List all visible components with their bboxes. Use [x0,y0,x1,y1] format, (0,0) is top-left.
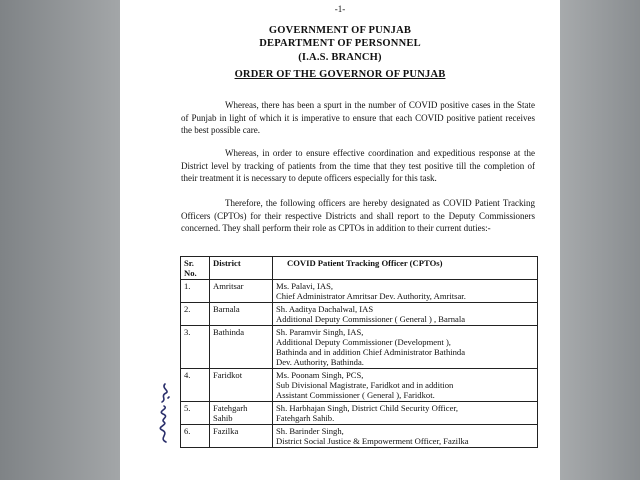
table-header-row [181,257,538,280]
cell-sr: 1. [181,280,210,303]
cell-officer: Sh. Harbhajan Singh, District Child Security Officer, Fatehgarh Sahib. [273,402,538,425]
cell-district: Fatehgarh Sahib [210,402,273,425]
cell-district: Bathinda [210,326,273,369]
paragraph-therefore: Therefore, the following officers are hereby designated as COVID Patient Tracking Officers (CPTOs) for their respective Districts and shall report to the Deputy Commissioners concerned. They shall perform their role as CPTOs in addition to their current duties:- [181,198,535,233]
heading-government: GOVERNMENT OF PUNJAB [268,25,412,36]
table-row [181,303,538,326]
cell-sr: 3. [181,326,210,369]
paragraph-whereas-1: Whereas, there has been a spurt in the number of COVID positive cases in the State of Punjab in light of which it is imperative to ensure that each COVID positive patient receives the best possible care. [181,100,535,135]
cell-sr: 5. [181,402,210,425]
cell-district: Faridkot [210,369,273,402]
header-officer: COVID Patient Tracking Officer (CPTOs) [273,257,538,280]
header-sr-no: Sr. No. [181,257,210,280]
cell-officer: Ms. Palavi, IAS, Chief Administrator Amritsar Dev. Authority, Amritsar. [273,280,538,303]
table-row [181,280,538,303]
cell-district: Amritsar [210,280,273,303]
cell-officer: Sh. Paramvir Singh, IAS, Additional Deputy Commissioner (Development ), Bathinda and in addition Chief Administrator Bathinda Dev. Authority, Bathinda. [273,326,538,369]
cpto-table [180,256,538,448]
cell-district: Fazilka [210,425,273,448]
cell-district: Barnala [210,303,273,326]
handwritten-signature [152,378,176,444]
heading-branch: (I.A.S. BRANCH) [298,52,382,63]
table-row [181,326,538,369]
table-row [181,369,538,402]
heading-department: DEPARTMENT OF PERSONNEL [259,38,421,49]
order-title: ORDER OF THE GOVERNOR OF PUNJAB [234,69,446,80]
cell-sr: 6. [181,425,210,448]
paragraph-whereas-2: Whereas, in order to ensure effective coordination and expeditious response at the District level by tracking of patients from the time that they test positive till the completion of their treatment it is necessary to depute officers especially for this task. [181,148,535,183]
backdrop-left [0,0,120,480]
cell-sr: 4. [181,369,210,402]
backdrop-right [560,0,640,480]
document-page [120,0,560,480]
table-row [181,425,538,448]
cell-officer: Ms. Poonam Singh, PCS, Sub Divisional Magistrate, Faridkot and in addition Assistant Commissioner ( General ), Faridkot. [273,369,538,402]
cell-officer: Sh. Barinder Singh, District Social Justice & Empowerment Officer, Fazilka [273,425,538,448]
table-row [181,402,538,425]
header-district: District [210,257,273,280]
cell-officer: Sh. Aaditya Dachalwal, IAS Additional Deputy Commissioner ( General ) , Barnala [273,303,538,326]
cell-sr: 2. [181,303,210,326]
page-number: -1- [334,4,346,14]
